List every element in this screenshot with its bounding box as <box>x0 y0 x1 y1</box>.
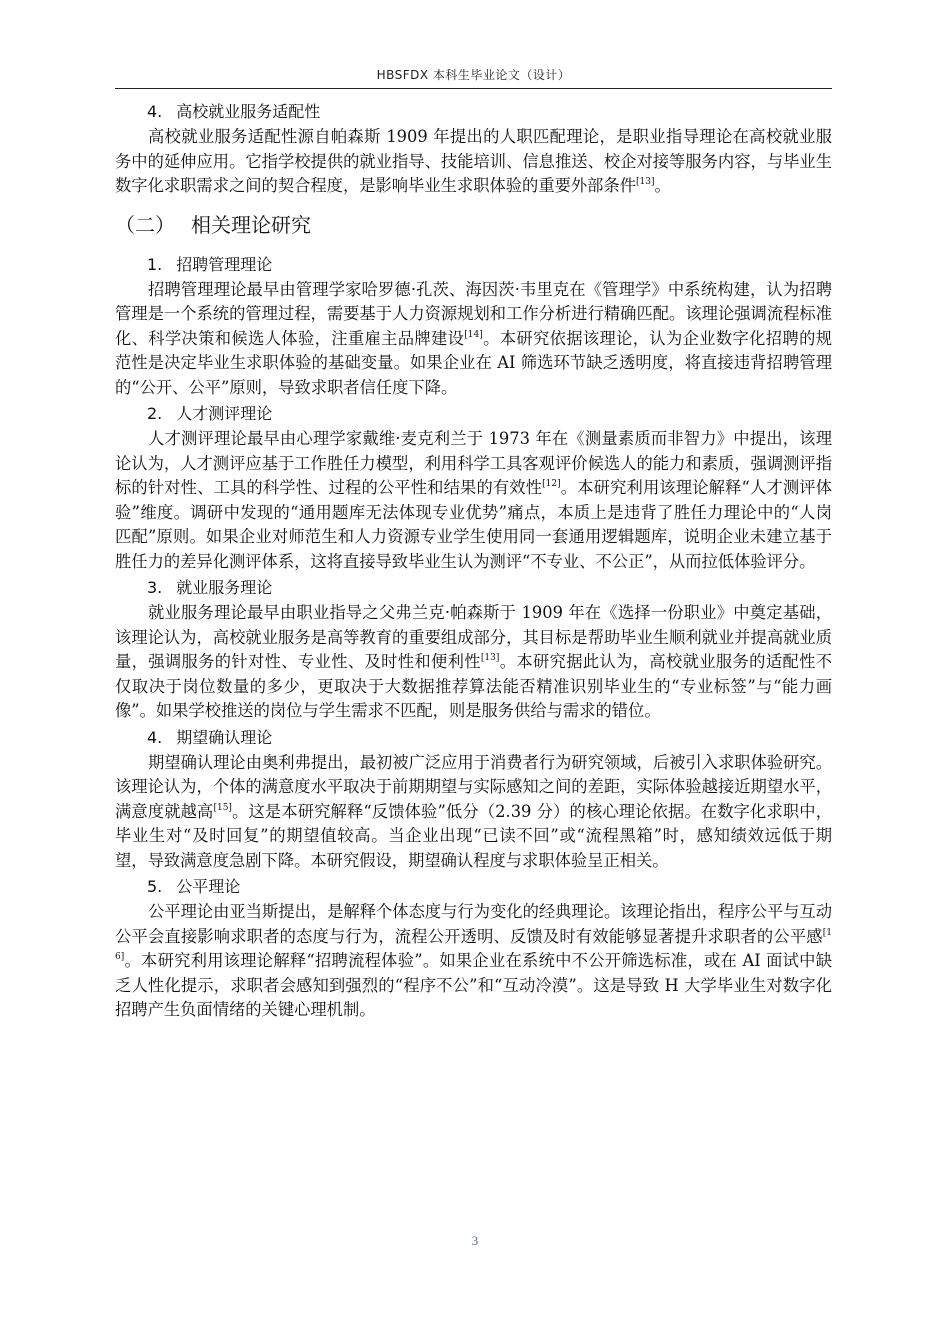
subheading-title: 公平理论 <box>176 877 241 896</box>
subheading-title: 高校就业服务适配性 <box>176 102 321 121</box>
paragraph-text: 人才测评理论最早由心理学家戴维·麦克利兰于 1973 年在《测量素质而非智力》中提出，该理论认为，人才测评应基于工作胜任力模型，利用科学工具客观评价候选人的能力和素质，强调测评指标的针对性、工具的科学性、过程的公平性和结果的有效性 <box>115 429 832 497</box>
subheading-number: 4. <box>147 727 163 747</box>
paragraph-text: 高校就业服务适配性源自帕森斯 1909 年提出的人职匹配理论，是职业指导理论在高校就业服务中的延伸应用。它指学校提供的就业指导、技能培训、信息推送、校企对接等服务内容，与毕业生数字化求职需求之间的契合程度，是影响毕业生求职体验的重要外部条件 <box>115 127 832 195</box>
paragraph-employment-service-fit <box>115 125 832 199</box>
subheading-title: 招聘管理理论 <box>176 254 273 274</box>
citation: [13] <box>480 653 500 663</box>
subheading-talent-assessment-theory <box>115 400 832 427</box>
paragraph-employment-service-theory <box>115 601 832 724</box>
page-number: 3 <box>471 1233 479 1248</box>
subheading-employment-service-fit <box>115 98 832 125</box>
subheading-number: 1. <box>147 254 163 274</box>
subheading-expectation-confirmation-theory <box>115 724 832 751</box>
paragraph-text: 。本研究利用该理论解释“人才测评体验”维度。调研中发现的“通用题库无法体现专业优势”痛点，本质上是违背了胜任力理论中的“人岗匹配”原则。如果企业对师范生和人力资源专业学生使用同一套通用逻辑题库，说明企业未建立基于胜任力的差异化测评体系，这将直接导致毕业生认为测评“不专业、不公正”，从而拉低体验评分。 <box>115 478 832 571</box>
subheading-number: 4. <box>147 102 163 121</box>
citation: [14] <box>464 329 483 340</box>
subheading-equity-theory <box>115 873 832 900</box>
section-number: （二） <box>115 212 175 237</box>
citation: [15] <box>213 802 232 813</box>
paragraph-text: 。 <box>654 176 671 195</box>
citation: [13] <box>636 177 655 187</box>
citation: [12] <box>542 479 561 489</box>
paragraph-text: 就业服务理论最早由职业指导之父弗兰克·帕森斯于 1909 年在《选择一份职业》中奠定基础，该理论认为，高校就业服务是高等教育的重要组成部分，其目标是帮助毕业生顺利就业并提高就业质量，强调服务的针对性、专业性、及时性和便利性 <box>115 603 832 671</box>
subheading-title: 就业服务理论 <box>176 578 273 597</box>
paragraph-text: 公平理论由亚当斯提出，是解释个体态度与行为变化的经典理论。该理论指出，程序公平与互动公平会直接影响求职者的态度与行为，流程公开透明、反馈及时有效能够显著提升求职者的公平感 <box>115 902 832 946</box>
citation: [16] <box>115 927 832 962</box>
document-body <box>115 98 832 1023</box>
paragraph-text: 。这是本研究解释“反馈体验”低分（2.39 分）的核心理论依据。在数字化求职中，毕业生对“及时回复”的期望值较高。当企业出现“已读不回”或“流程黑箱”时，感知绩效远低于期望，导致满意度急剧下降。本研究假设，期望确认程度与求职体验呈正相关。 <box>115 801 832 870</box>
subheading-employment-service-theory <box>115 574 832 601</box>
section-heading-related-theory <box>115 199 832 251</box>
paragraph-text: 招聘管理理论最早由管理学家哈罗德·孔茨、海因茨·韦里克在《管理学》中系统构建，认为招聘管理是一个系统的管理过程，需要基于人力资源规划和工作分析进行精确匹配。该理论强调流程标准化、科学决策和候选人体验，注重雇主品牌建设 <box>115 279 832 348</box>
running-header: HBSFDX 本科生毕业论文（设计） <box>376 68 571 82</box>
subheading-title: 期望确认理论 <box>176 727 273 747</box>
paragraph-text: 。本研究利用该理论解释“招聘流程体验”。如果企业在系统中不公开筛选标准，或在 AI 面试中缺乏人性化提示，求职者会感知到强烈的“程序不公”和“互动冷漠”。这是导致 H 大学毕业生对数字化招聘产生负面情绪的关键心理机制。 <box>115 951 832 1019</box>
section-title: 相关理论研究 <box>191 212 311 237</box>
paragraph-expectation-confirmation-theory <box>115 751 832 874</box>
subheading-number: 3. <box>147 578 163 597</box>
header-divider <box>115 88 832 89</box>
paragraph-text: 。本研究据此认为，高校就业服务的适配性不仅取决于岗位数量的多少，更取决于大数据推荐算法能否精准识别毕业生的“专业标签”与“能力画像”。如果学校推送的岗位与学生需求不匹配，则是服务供给与需求的错位。 <box>115 652 832 720</box>
subheading-recruitment-theory <box>115 251 832 278</box>
paragraph-talent-assessment-theory <box>115 427 832 574</box>
paragraph-equity-theory <box>115 900 832 1023</box>
subheading-title: 人才测评理论 <box>176 404 273 423</box>
paragraph-text: 期望确认理论由奥利弗提出，最初被广泛应用于消费者行为研究领域，后被引入求职体验研究。该理论认为，个体的满意度水平取决于前期期望与实际感知之间的差距，实际体验越接近期望水平，满意度就越高 <box>115 752 832 821</box>
subheading-number: 2. <box>147 404 163 423</box>
paragraph-recruitment-theory <box>115 278 832 401</box>
subheading-number: 5. <box>147 877 163 896</box>
paragraph-text: 。本研究依据该理论，认为企业数字化招聘的规范性是决定毕业生求职体验的基础变量。如果企业在 AI 筛选环节缺乏透明度，将直接违背招聘管理的“公开、公平”原则，导致求职者信任度下降。 <box>115 328 832 397</box>
